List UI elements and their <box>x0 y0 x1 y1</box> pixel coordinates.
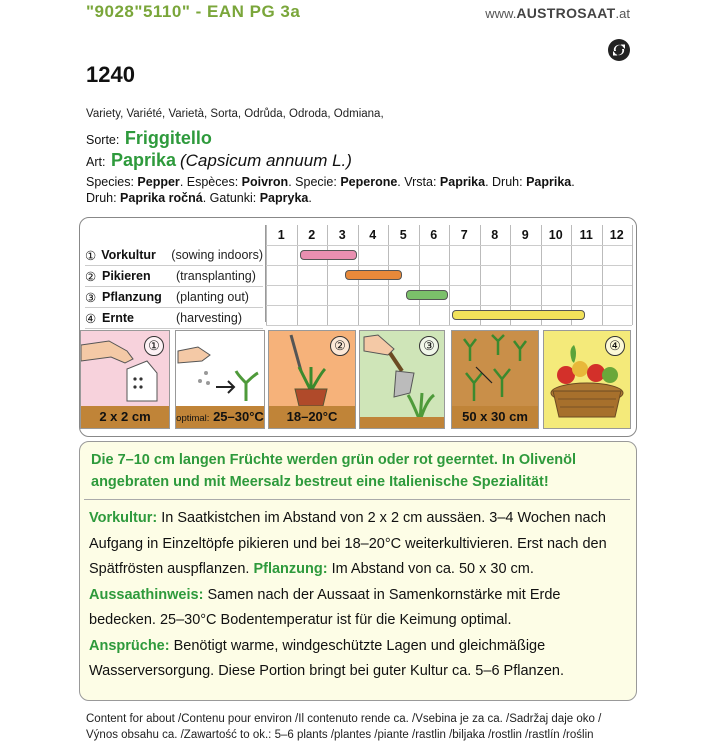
month-label: 12 <box>609 228 624 242</box>
picture-sowing <box>80 330 170 429</box>
ansprueche-text: Benötigt warme, windgeschützte Lagen und gleichmäßige Wasserversorgung. Diese Portion bringt bei guter Kultur ca. 5–6 Pflanzen. <box>89 637 564 679</box>
vorkultur-label: Vorkultur: <box>89 510 158 526</box>
stage-row-ernte <box>85 308 263 329</box>
picture-harvest <box>543 330 631 429</box>
picture-label-main: 25–30°C <box>213 409 264 424</box>
month-label: 3 <box>338 228 346 242</box>
content-line-2: Výnos obsahu ca. /Zawartość to ok.: 5–6 plants /plantes /piante /rastlin /biljaka /rostlin /rastlín /roślin <box>86 729 594 741</box>
stage-number: ① <box>85 248 97 263</box>
species-line-1 <box>86 175 575 189</box>
stage-row-pflanzung <box>85 287 263 308</box>
grid-line <box>266 325 632 326</box>
month-label: 8 <box>491 228 499 242</box>
grid-line <box>266 285 632 286</box>
sorte-line <box>86 128 212 149</box>
species-value: Paprika ročná <box>120 191 203 205</box>
stage-name: Ernte <box>102 311 134 325</box>
picture-label <box>176 406 264 428</box>
stage-row-vorkultur <box>85 245 263 266</box>
stage-number: ② <box>85 269 97 284</box>
website[interactable] <box>485 5 630 21</box>
content-note <box>86 711 601 743</box>
species-value: Paprika <box>439 175 486 189</box>
aussaat-text: Samen nach der Aussaat in Samenkornstärke mit Erde bedecken. 25–30°C Bodentemperatur ist für die Keimung optimal. <box>89 586 561 628</box>
species-value: Paprika <box>526 175 572 189</box>
site-brand: AUSTROSAAT <box>516 5 616 21</box>
month-label: 10 <box>548 228 563 242</box>
ean-code: "9028"5110" - EAN PG 3a <box>86 2 301 21</box>
species-prefix: . Druh: <box>485 175 527 189</box>
stage-number: ④ <box>85 311 97 326</box>
stage-name: Pikieren <box>102 269 151 283</box>
stage-name: Vorkultur <box>101 248 156 262</box>
species-prefix: Druh: <box>86 191 121 205</box>
picture-spacing <box>451 330 539 429</box>
seedling-icon <box>176 331 264 406</box>
ansprueche-label: Ansprüche: <box>89 637 170 654</box>
month-label: 5 <box>399 228 407 242</box>
step-number: ③ <box>419 336 439 356</box>
picture-label: 18–20°C <box>269 406 355 428</box>
stage-desc: (harvesting) <box>176 311 242 325</box>
step-number: ② <box>330 336 350 356</box>
grid-line <box>266 245 632 246</box>
variety-line: Variety, Variété, Varietà, Sorta, Odrůda, Odroda, Odmiana, <box>86 108 384 120</box>
site-prefix: www. <box>485 6 517 21</box>
month-label: 2 <box>308 228 316 242</box>
month-label: 1 <box>277 228 285 242</box>
stage-bar <box>406 290 448 300</box>
pflanzung-text: Im Abstand von ca. 50 x 30 cm. <box>327 561 534 577</box>
month-grid <box>265 225 632 322</box>
species-line-2 <box>86 191 312 205</box>
picture-label: 2 x 2 cm <box>81 406 169 428</box>
recycle-icon <box>607 38 631 62</box>
divider <box>84 499 630 500</box>
species-prefix: . Espèces: <box>179 175 242 189</box>
step-number: ④ <box>605 336 625 356</box>
picture-label: 50 x 30 cm <box>452 406 538 428</box>
site-suffix: .at <box>615 6 630 21</box>
stage-name: Pflanzung <box>102 290 162 304</box>
stage-bar <box>452 310 585 320</box>
art-latin: (Capsicum annuum L.) <box>179 151 352 170</box>
sorte-value: Friggitello <box>124 128 212 148</box>
art-line <box>86 150 352 171</box>
grid-line <box>266 265 632 266</box>
picture-label-small: optimal: <box>176 413 210 424</box>
picture-planting <box>359 330 445 429</box>
article-number: 1240 <box>86 62 135 87</box>
species-value: Poivron <box>241 175 289 189</box>
content-line-1: Content for about /Contenu pour environ /Il contenuto rende ca. /Vsebina je za ca. /Sadržaj daje oko / <box>86 713 602 725</box>
stage-number: ③ <box>85 290 97 305</box>
intro-text: Die 7–10 cm langen Früchte werden grün oder rot geerntet. In Olivenöl angebraten und mit Meersalz bestreut eine Italienische Spezialität! <box>91 452 577 490</box>
step-number: ① <box>144 336 164 356</box>
month-label: 11 <box>579 228 593 242</box>
month-label: 6 <box>430 228 438 242</box>
stage-bar <box>300 250 357 260</box>
grid-line <box>632 225 633 325</box>
pflanzung-label: Pflanzung: <box>253 561 328 577</box>
art-label: Art: <box>86 155 106 169</box>
month-label: 7 <box>460 228 468 242</box>
aussaat-label: Aussaathinweis: <box>89 586 204 603</box>
month-label: 9 <box>521 228 529 242</box>
species-value: Peperone <box>340 175 398 189</box>
plant-rows-icon <box>452 331 538 406</box>
month-label: 4 <box>369 228 377 242</box>
species-prefix: Species: <box>86 175 138 189</box>
species-value: Papryka <box>259 191 309 205</box>
species-suffix: . <box>571 175 575 189</box>
species-prefix: . Vrsta: <box>397 175 440 189</box>
stage-list <box>85 245 263 329</box>
species-suffix: . <box>308 191 312 205</box>
instructions <box>89 506 631 685</box>
species-prefix: . Gatunki: <box>202 191 260 205</box>
stage-bar <box>345 270 402 280</box>
stage-desc: (transplanting) <box>176 269 256 283</box>
picture-pricking <box>268 330 356 429</box>
stage-desc: (planting out) <box>176 290 249 304</box>
grid-line <box>266 305 632 306</box>
stage-desc: (sowing indoors) <box>171 248 263 262</box>
vorkultur-text: In Saatkistchen im Abstand von 2 x 2 cm aussäen. 3–4 Wochen nach Aufgang in Einzeltöpfe pikieren und bei 18–20°C weiterkultivieren. Erst nach den Spätfrösten auspflanzen. <box>89 510 607 577</box>
stage-row-pikieren <box>85 266 263 287</box>
art-value: Paprika <box>110 150 176 170</box>
picture-germination <box>175 330 265 429</box>
sorte-label: Sorte: <box>86 133 120 147</box>
species-prefix: . Specie: <box>288 175 341 189</box>
species-value: Pepper <box>137 175 180 189</box>
